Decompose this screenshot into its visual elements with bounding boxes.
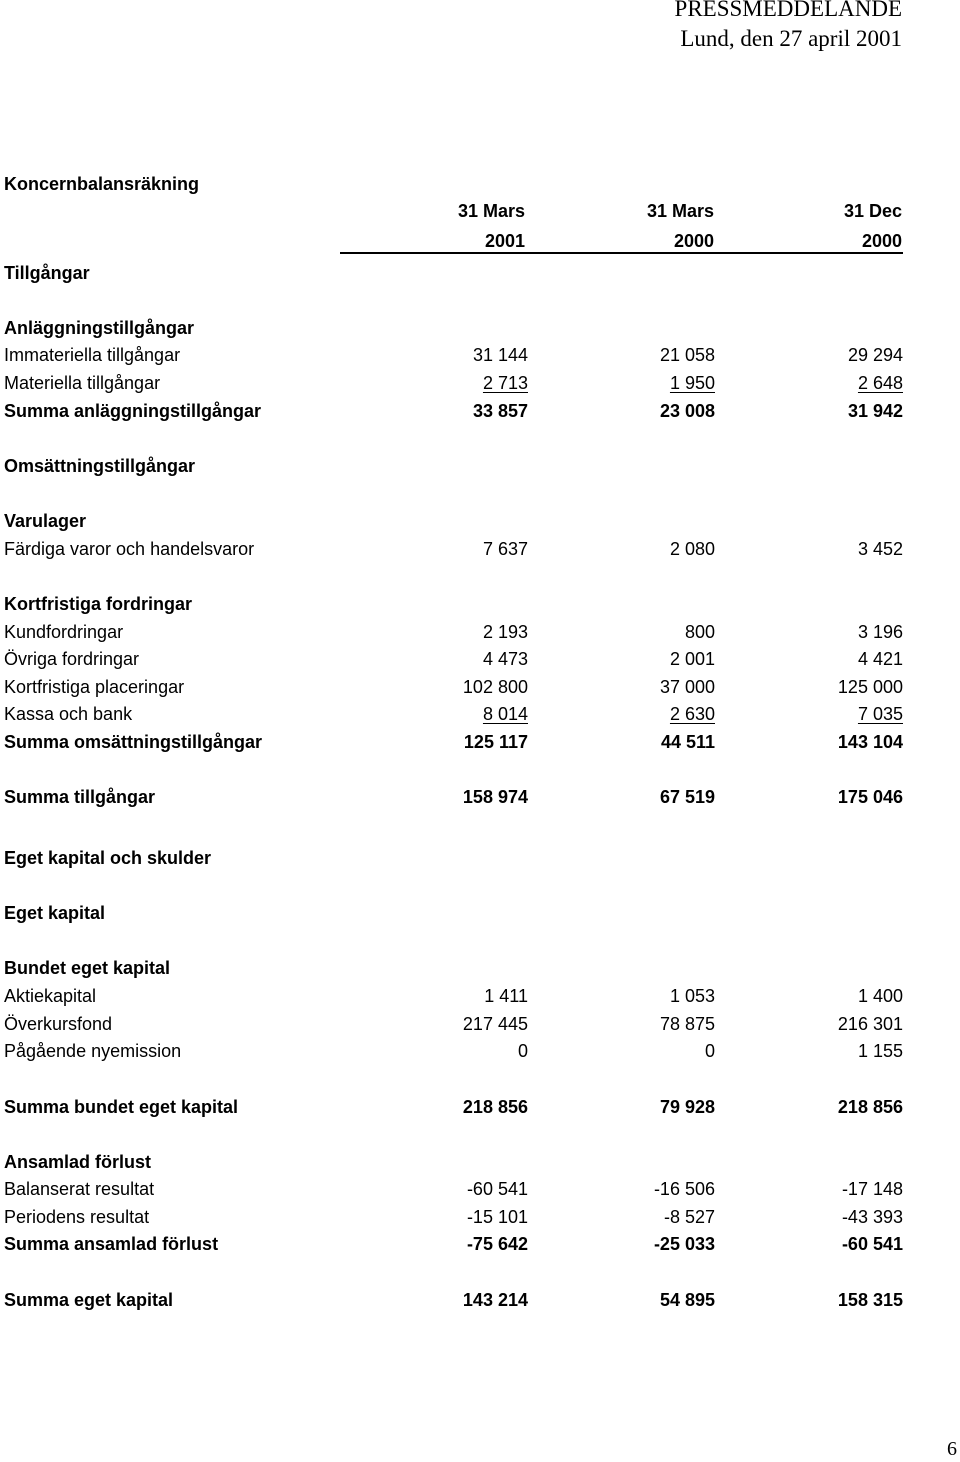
table-row-total xyxy=(0,1288,960,1312)
value-31-mars-2000: 1 950 xyxy=(669,373,715,393)
row-label: Övriga fordringar xyxy=(4,649,140,669)
section-heading-kortfristiga-fordringar: Kortfristiga fordringar xyxy=(4,594,193,614)
value-31-mars-2000: -16 506 xyxy=(653,1179,715,1199)
value-31-mars-2001: -15 101 xyxy=(466,1207,528,1227)
value-31-dec-2000: 125 000 xyxy=(837,677,903,697)
column-header-1-line1: 31 Mars xyxy=(457,201,525,221)
value-31-dec-2000: -60 541 xyxy=(841,1234,903,1254)
value-31-mars-2000: 67 519 xyxy=(659,787,715,807)
table-title: Koncernbalansräkning xyxy=(4,174,200,194)
value-31-mars-2000: 2 630 xyxy=(669,704,715,724)
row-label: Summa ansamlad förlust xyxy=(4,1234,219,1254)
value-31-mars-2000: 800 xyxy=(684,622,715,642)
value-31-dec-2000: 158 315 xyxy=(837,1290,903,1310)
column-header-3-line1: 31 Dec xyxy=(843,201,902,221)
value-31-dec-2000: 7 035 xyxy=(857,704,903,724)
row-label: Immateriella tillgångar xyxy=(4,345,181,365)
value-31-mars-2000: -8 527 xyxy=(663,1207,715,1227)
table-row xyxy=(0,675,960,699)
row-label: Periodens resultat xyxy=(4,1207,150,1227)
table-row xyxy=(0,702,960,726)
row-label: Pågående nyemission xyxy=(4,1041,182,1061)
table-row xyxy=(0,537,960,561)
column-header-1-line2: 2001 xyxy=(484,231,525,251)
table-row xyxy=(0,343,960,367)
value-31-mars-2000: 2 001 xyxy=(669,649,715,669)
table-row xyxy=(0,1177,960,1201)
table-row-subtotal xyxy=(0,730,960,754)
row-label: Överkursfond xyxy=(4,1014,113,1034)
header-rule xyxy=(340,252,903,254)
section-heading-eget-kapital: Eget kapital xyxy=(4,903,106,923)
row-label: Balanserat resultat xyxy=(4,1179,155,1199)
value-31-mars-2001: 2 193 xyxy=(482,622,528,642)
row-label: Kundfordringar xyxy=(4,622,124,642)
value-31-mars-2000: 21 058 xyxy=(659,345,715,365)
value-31-mars-2000: 37 000 xyxy=(659,677,715,697)
document-header-title: PRESSMEDDELANDE xyxy=(674,0,902,21)
value-31-mars-2001: -60 541 xyxy=(466,1179,528,1199)
value-31-mars-2000: 78 875 xyxy=(659,1014,715,1034)
value-31-mars-2000: 44 511 xyxy=(660,732,715,752)
value-31-dec-2000: 143 104 xyxy=(837,732,903,752)
table-row-subtotal xyxy=(0,1095,960,1119)
column-header-3-line2: 2000 xyxy=(861,231,902,251)
table-row xyxy=(0,371,960,395)
table-row xyxy=(0,1039,960,1063)
value-31-dec-2000: -43 393 xyxy=(841,1207,903,1227)
value-31-mars-2001: 125 117 xyxy=(463,732,528,752)
row-label: Summa eget kapital xyxy=(4,1290,174,1310)
value-31-dec-2000: 3 196 xyxy=(857,622,903,642)
page-number: 6 xyxy=(947,1438,957,1460)
value-31-dec-2000: 31 942 xyxy=(847,401,903,421)
value-31-mars-2000: 1 053 xyxy=(669,986,715,1006)
row-label: Summa anläggningstillgångar xyxy=(4,401,262,421)
value-31-dec-2000: 4 421 xyxy=(857,649,903,669)
row-label: Färdiga varor och handelsvaror xyxy=(4,539,255,559)
value-31-mars-2001: 31 144 xyxy=(472,345,528,365)
row-label: Summa bundet eget kapital xyxy=(4,1097,239,1117)
table-row xyxy=(0,984,960,1008)
value-31-mars-2000: -25 033 xyxy=(653,1234,715,1254)
value-31-mars-2001: -75 642 xyxy=(466,1234,528,1254)
value-31-mars-2000: 23 008 xyxy=(659,401,715,421)
value-31-dec-2000: 218 856 xyxy=(837,1097,903,1117)
value-31-mars-2001: 4 473 xyxy=(482,649,528,669)
value-31-mars-2001: 7 637 xyxy=(482,539,528,559)
row-label: Kortfristiga placeringar xyxy=(4,677,185,697)
value-31-mars-2001: 218 856 xyxy=(462,1097,528,1117)
row-label: Summa tillgångar xyxy=(4,787,156,807)
value-31-dec-2000: 1 155 xyxy=(857,1041,903,1061)
row-label: Aktiekapital xyxy=(4,986,97,1006)
section-heading-bundet-eget-kapital: Bundet eget kapital xyxy=(4,958,171,978)
value-31-mars-2000: 2 080 xyxy=(669,539,715,559)
row-label: Summa omsättningstillgångar xyxy=(4,732,263,752)
section-heading-anlaggningstillgangar: Anläggningstillgångar xyxy=(4,318,195,338)
value-31-mars-2001: 2 713 xyxy=(482,373,528,393)
value-31-mars-2000: 0 xyxy=(704,1041,715,1061)
column-header-2-line1: 31 Mars xyxy=(646,201,714,221)
value-31-mars-2001: 143 214 xyxy=(462,1290,528,1310)
value-31-mars-2001: 1 411 xyxy=(484,986,528,1006)
section-heading-ansamlad-forlust: Ansamlad förlust xyxy=(4,1152,152,1172)
row-label: Materiella tillgångar xyxy=(4,373,161,393)
row-label: Kassa och bank xyxy=(4,704,133,724)
section-heading-omsattningstillgangar: Omsättningstillgångar xyxy=(4,456,196,476)
table-row xyxy=(0,620,960,644)
value-31-dec-2000: 175 046 xyxy=(837,787,903,807)
value-31-mars-2001: 158 974 xyxy=(462,787,528,807)
table-row-subtotal xyxy=(0,399,960,423)
table-row xyxy=(0,1205,960,1229)
column-header-2-line2: 2000 xyxy=(673,231,714,251)
table-row-total xyxy=(0,785,960,809)
section-heading-eget-kapital-och-skulder: Eget kapital och skulder xyxy=(4,848,212,868)
value-31-mars-2001: 102 800 xyxy=(462,677,528,697)
section-heading-tillgangar: Tillgångar xyxy=(4,263,90,283)
value-31-dec-2000: 1 400 xyxy=(857,986,903,1006)
value-31-dec-2000: 29 294 xyxy=(847,345,903,365)
document-header-date: Lund, den 27 april 2001 xyxy=(680,26,902,51)
value-31-mars-2001: 217 445 xyxy=(462,1014,528,1034)
value-31-mars-2001: 33 857 xyxy=(472,401,528,421)
value-31-dec-2000: 2 648 xyxy=(857,373,903,393)
value-31-dec-2000: -17 148 xyxy=(841,1179,903,1199)
value-31-dec-2000: 3 452 xyxy=(857,539,903,559)
table-row xyxy=(0,1012,960,1036)
value-31-mars-2000: 79 928 xyxy=(659,1097,715,1117)
table-row xyxy=(0,647,960,671)
table-row-subtotal xyxy=(0,1232,960,1256)
section-heading-varulager: Varulager xyxy=(4,511,87,531)
value-31-mars-2001: 8 014 xyxy=(482,704,528,724)
value-31-dec-2000: 216 301 xyxy=(837,1014,903,1034)
value-31-mars-2001: 0 xyxy=(517,1041,528,1061)
value-31-mars-2000: 54 895 xyxy=(659,1290,715,1310)
